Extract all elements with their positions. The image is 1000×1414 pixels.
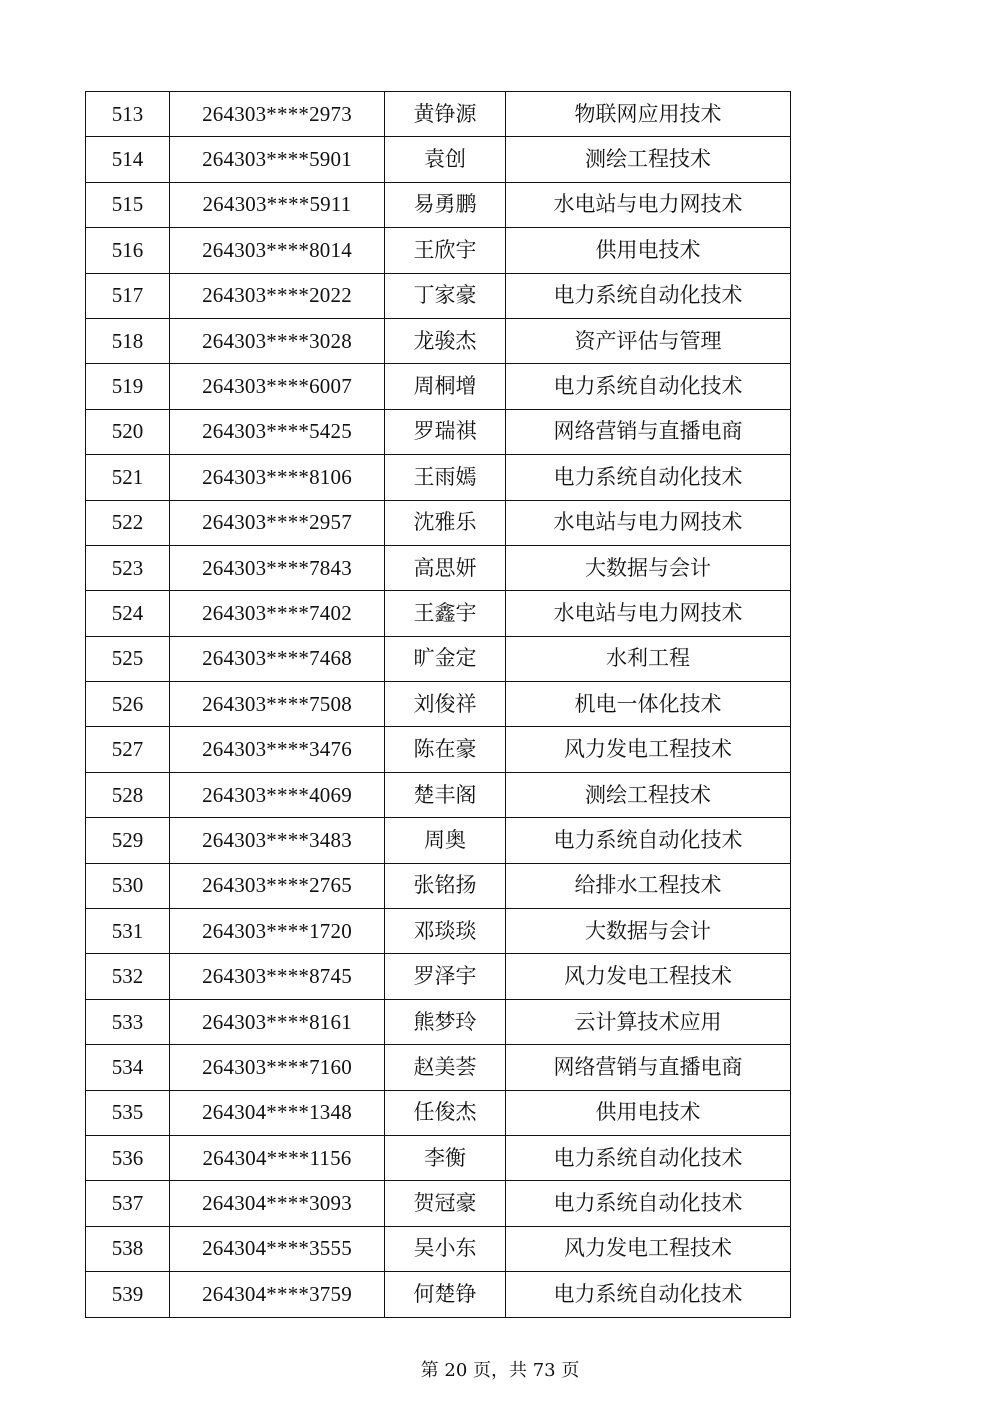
- name-cell: 周桐增: [385, 364, 506, 409]
- major-cell: 大数据与会计: [506, 909, 791, 954]
- id-number-cell: 264303****3476: [170, 727, 385, 772]
- major-cell: 电力系统自动化技术: [506, 455, 791, 500]
- table-row: [86, 545, 791, 590]
- major-cell: 风力发电工程技术: [506, 1226, 791, 1271]
- name-cell: 龙骏杰: [385, 318, 506, 363]
- major-cell: 给排水工程技术: [506, 863, 791, 908]
- name-cell: 何楚铮: [385, 1272, 506, 1317]
- major-cell: 网络营销与直播电商: [506, 409, 791, 454]
- row-number-cell: 517: [86, 273, 170, 318]
- id-number-cell: 264303****2022: [170, 273, 385, 318]
- id-number-cell: 264303****7160: [170, 1045, 385, 1090]
- major-cell: 云计算技术应用: [506, 999, 791, 1044]
- table-row: [86, 137, 791, 182]
- row-number-cell: 532: [86, 954, 170, 999]
- table-row: [86, 909, 791, 954]
- name-cell: 张铭扬: [385, 863, 506, 908]
- id-number-cell: 264303****3028: [170, 318, 385, 363]
- row-number-cell: 538: [86, 1226, 170, 1271]
- major-cell: 电力系统自动化技术: [506, 364, 791, 409]
- roster-table: [85, 91, 791, 1318]
- major-cell: 风力发电工程技术: [506, 727, 791, 772]
- major-cell: 大数据与会计: [506, 545, 791, 590]
- id-number-cell: 264303****7402: [170, 591, 385, 636]
- major-cell: 机电一体化技术: [506, 682, 791, 727]
- table-row: [86, 182, 791, 227]
- name-cell: 王雨嫣: [385, 455, 506, 500]
- id-number-cell: 264303****4069: [170, 772, 385, 817]
- table-row: [86, 727, 791, 772]
- name-cell: 袁创: [385, 137, 506, 182]
- table-row: [86, 818, 791, 863]
- id-number-cell: 264304****3093: [170, 1181, 385, 1226]
- name-cell: 旷金定: [385, 636, 506, 681]
- id-number-cell: 264303****2957: [170, 500, 385, 545]
- major-cell: 资产评估与管理: [506, 318, 791, 363]
- id-number-cell: 264303****1720: [170, 909, 385, 954]
- row-number-cell: 514: [86, 137, 170, 182]
- id-number-cell: 264303****5425: [170, 409, 385, 454]
- major-cell: 电力系统自动化技术: [506, 1135, 791, 1180]
- id-number-cell: 264303****7468: [170, 636, 385, 681]
- name-cell: 罗瑞祺: [385, 409, 506, 454]
- name-cell: 熊梦玲: [385, 999, 506, 1044]
- row-number-cell: 531: [86, 909, 170, 954]
- name-cell: 邓琰琰: [385, 909, 506, 954]
- major-cell: 电力系统自动化技术: [506, 1181, 791, 1226]
- table-row: [86, 455, 791, 500]
- table-row: [86, 409, 791, 454]
- row-number-cell: 527: [86, 727, 170, 772]
- id-number-cell: 264303****2765: [170, 863, 385, 908]
- major-cell: 供用电技术: [506, 228, 791, 273]
- table-row: [86, 1090, 791, 1135]
- roster-table-body: [86, 92, 791, 1318]
- major-cell: 水电站与电力网技术: [506, 591, 791, 636]
- row-number-cell: 516: [86, 228, 170, 273]
- row-number-cell: 523: [86, 545, 170, 590]
- id-number-cell: 264303****8106: [170, 455, 385, 500]
- name-cell: 王欣宇: [385, 228, 506, 273]
- id-number-cell: 264303****7508: [170, 682, 385, 727]
- table-row: [86, 228, 791, 273]
- table-row: [86, 1181, 791, 1226]
- row-number-cell: 534: [86, 1045, 170, 1090]
- row-number-cell: 530: [86, 863, 170, 908]
- name-cell: 贺冠豪: [385, 1181, 506, 1226]
- major-cell: 物联网应用技术: [506, 92, 791, 137]
- row-number-cell: 528: [86, 772, 170, 817]
- id-number-cell: 264304****3555: [170, 1226, 385, 1271]
- row-number-cell: 522: [86, 500, 170, 545]
- id-number-cell: 264303****5911: [170, 182, 385, 227]
- table-row: [86, 636, 791, 681]
- name-cell: 沈雅乐: [385, 500, 506, 545]
- row-number-cell: 535: [86, 1090, 170, 1135]
- name-cell: 李衡: [385, 1135, 506, 1180]
- name-cell: 易勇鹏: [385, 182, 506, 227]
- id-number-cell: 264303****2973: [170, 92, 385, 137]
- name-cell: 陈在豪: [385, 727, 506, 772]
- id-number-cell: 264303****6007: [170, 364, 385, 409]
- table-row: [86, 364, 791, 409]
- major-cell: 电力系统自动化技术: [506, 1272, 791, 1317]
- table-row: [86, 591, 791, 636]
- major-cell: 电力系统自动化技术: [506, 818, 791, 863]
- id-number-cell: 264303****3483: [170, 818, 385, 863]
- table-row: [86, 1045, 791, 1090]
- name-cell: 楚丰阁: [385, 772, 506, 817]
- name-cell: 丁家豪: [385, 273, 506, 318]
- row-number-cell: 537: [86, 1181, 170, 1226]
- page-footer: 第 20 页，共 73 页: [420, 1360, 580, 1381]
- name-cell: 任俊杰: [385, 1090, 506, 1135]
- row-number-cell: 539: [86, 1272, 170, 1317]
- row-number-cell: 520: [86, 409, 170, 454]
- table-row: [86, 318, 791, 363]
- name-cell: 黄铮源: [385, 92, 506, 137]
- name-cell: 罗泽宇: [385, 954, 506, 999]
- row-number-cell: 519: [86, 364, 170, 409]
- table-row: [86, 1226, 791, 1271]
- major-cell: 供用电技术: [506, 1090, 791, 1135]
- row-number-cell: 536: [86, 1135, 170, 1180]
- row-number-cell: 529: [86, 818, 170, 863]
- name-cell: 周奥: [385, 818, 506, 863]
- row-number-cell: 525: [86, 636, 170, 681]
- name-cell: 高思妍: [385, 545, 506, 590]
- row-number-cell: 524: [86, 591, 170, 636]
- major-cell: 风力发电工程技术: [506, 954, 791, 999]
- id-number-cell: 264304****1156: [170, 1135, 385, 1180]
- table-row: [86, 1272, 791, 1317]
- name-cell: 王鑫宇: [385, 591, 506, 636]
- row-number-cell: 521: [86, 455, 170, 500]
- major-cell: 水电站与电力网技术: [506, 500, 791, 545]
- major-cell: 水利工程: [506, 636, 791, 681]
- table-row: [86, 999, 791, 1044]
- id-number-cell: 264303****7843: [170, 545, 385, 590]
- row-number-cell: 533: [86, 999, 170, 1044]
- name-cell: 刘俊祥: [385, 682, 506, 727]
- major-cell: 测绘工程技术: [506, 137, 791, 182]
- id-number-cell: 264303****5901: [170, 137, 385, 182]
- name-cell: 赵美荟: [385, 1045, 506, 1090]
- row-number-cell: 513: [86, 92, 170, 137]
- major-cell: 电力系统自动化技术: [506, 273, 791, 318]
- row-number-cell: 518: [86, 318, 170, 363]
- id-number-cell: 264304****3759: [170, 1272, 385, 1317]
- id-number-cell: 264303****8014: [170, 228, 385, 273]
- id-number-cell: 264304****1348: [170, 1090, 385, 1135]
- major-cell: 水电站与电力网技术: [506, 182, 791, 227]
- row-number-cell: 526: [86, 682, 170, 727]
- name-cell: 吴小东: [385, 1226, 506, 1271]
- table-row: [86, 772, 791, 817]
- table-row: [86, 954, 791, 999]
- major-cell: 网络营销与直播电商: [506, 1045, 791, 1090]
- table-row: [86, 863, 791, 908]
- table-row: [86, 273, 791, 318]
- table-row: [86, 500, 791, 545]
- major-cell: 测绘工程技术: [506, 772, 791, 817]
- table-row: [86, 1135, 791, 1180]
- table-row: [86, 682, 791, 727]
- row-number-cell: 515: [86, 182, 170, 227]
- id-number-cell: 264303****8745: [170, 954, 385, 999]
- table-row: [86, 92, 791, 137]
- id-number-cell: 264303****8161: [170, 999, 385, 1044]
